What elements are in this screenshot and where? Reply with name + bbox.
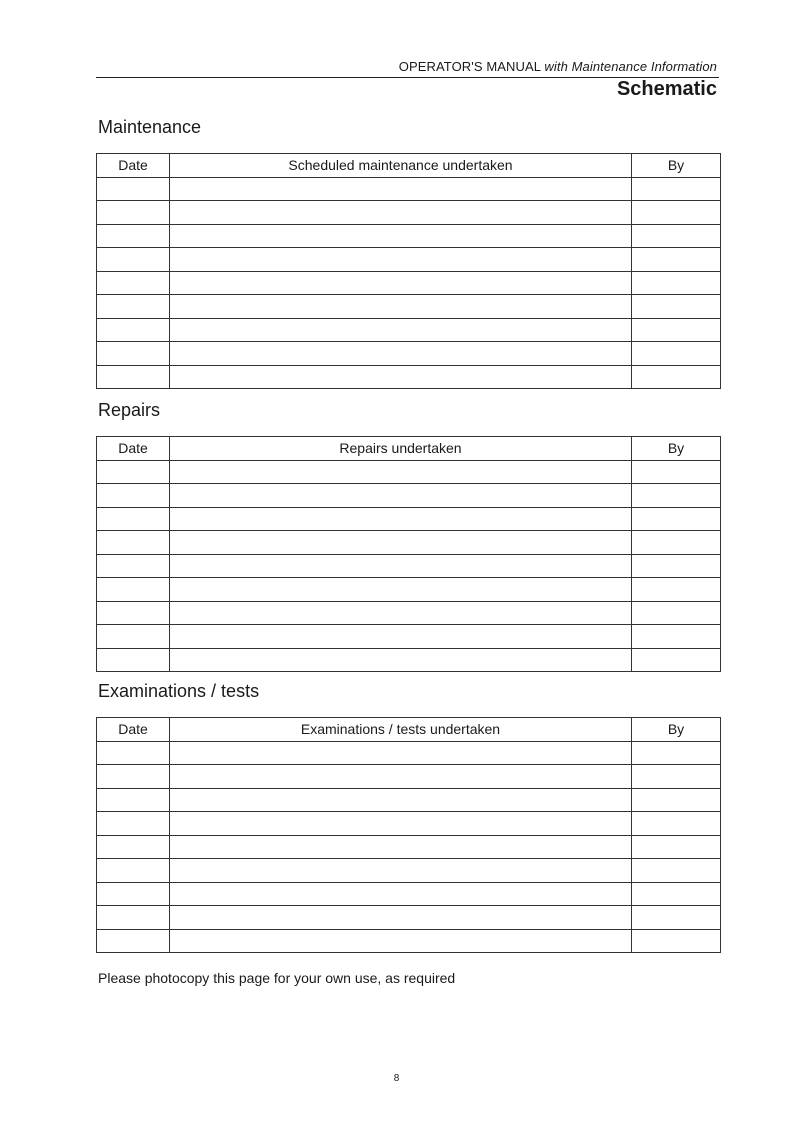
description-column-header: Scheduled maintenance undertaken (170, 154, 632, 178)
manual-subtitle: with Maintenance Information (544, 59, 717, 74)
description-cell (170, 318, 632, 342)
table-row (97, 788, 721, 812)
by-column-header: By (632, 437, 721, 461)
table-row (97, 859, 721, 883)
description-cell (170, 271, 632, 295)
table-row (97, 812, 721, 836)
date-column-header: Date (97, 437, 170, 461)
description-cell (170, 531, 632, 555)
by-cell (632, 365, 721, 389)
date-cell (97, 554, 170, 578)
date-cell (97, 601, 170, 625)
description-cell (170, 460, 632, 484)
date-cell (97, 460, 170, 484)
table-row (97, 365, 721, 389)
examinations-section-title: Examinations / tests (98, 681, 260, 701)
by-cell (632, 625, 721, 649)
table-row (97, 484, 721, 508)
table-row (97, 765, 721, 789)
by-cell (632, 601, 721, 625)
by-cell (632, 578, 721, 602)
by-cell (632, 906, 721, 930)
date-cell (97, 929, 170, 953)
date-cell (97, 201, 170, 225)
table-row (97, 882, 721, 906)
by-cell (632, 788, 721, 812)
by-cell (632, 507, 721, 531)
description-cell (170, 295, 632, 319)
table-row (97, 601, 721, 625)
date-cell (97, 625, 170, 649)
repairs-log-table (96, 436, 721, 672)
by-cell (632, 248, 721, 272)
table-header-row (97, 718, 721, 742)
by-cell (632, 812, 721, 836)
manual-title: OPERATOR'S MANUAL (398, 59, 541, 74)
date-cell (97, 835, 170, 859)
description-cell (170, 906, 632, 930)
by-cell (632, 929, 721, 953)
by-column-header: By (632, 718, 721, 742)
by-cell (632, 201, 721, 225)
table-row (97, 271, 721, 295)
maintenance-log-table (96, 153, 721, 389)
by-cell (632, 295, 721, 319)
date-cell (97, 318, 170, 342)
table-row (97, 224, 721, 248)
by-column-header: By (632, 154, 721, 178)
description-cell (170, 554, 632, 578)
description-cell (170, 224, 632, 248)
description-cell (170, 177, 632, 201)
description-cell (170, 882, 632, 906)
page-title: Schematic (616, 78, 717, 100)
description-cell (170, 625, 632, 649)
date-cell (97, 365, 170, 389)
table-row (97, 648, 721, 672)
by-cell (632, 648, 721, 672)
date-cell (97, 812, 170, 836)
table-header-row (97, 154, 721, 178)
table-row (97, 177, 721, 201)
date-cell (97, 906, 170, 930)
by-cell (632, 224, 721, 248)
table-header-row (97, 437, 721, 461)
by-cell (632, 271, 721, 295)
table-row (97, 578, 721, 602)
description-cell (170, 342, 632, 366)
description-cell (170, 835, 632, 859)
date-cell (97, 765, 170, 789)
description-cell (170, 484, 632, 508)
date-cell (97, 531, 170, 555)
repairs-section-title: Repairs (98, 400, 161, 420)
by-cell (632, 765, 721, 789)
description-cell (170, 765, 632, 789)
by-cell (632, 554, 721, 578)
description-cell (170, 248, 632, 272)
by-cell (632, 859, 721, 883)
description-cell (170, 601, 632, 625)
date-cell (97, 741, 170, 765)
date-cell (97, 224, 170, 248)
description-column-header: Repairs undertaken (170, 437, 632, 461)
date-column-header: Date (97, 718, 170, 742)
date-cell (97, 271, 170, 295)
table-row (97, 929, 721, 953)
maintenance-section-title: Maintenance (98, 117, 202, 137)
table-row (97, 554, 721, 578)
description-cell (170, 812, 632, 836)
by-cell (632, 342, 721, 366)
date-cell (97, 882, 170, 906)
by-cell (632, 835, 721, 859)
photocopy-note: Please photocopy this page for your own use, as required (98, 970, 456, 986)
examinations-log-table (96, 717, 721, 953)
by-cell (632, 177, 721, 201)
date-cell (97, 648, 170, 672)
description-cell (170, 507, 632, 531)
by-cell (632, 318, 721, 342)
date-cell (97, 484, 170, 508)
table-row (97, 741, 721, 765)
description-cell (170, 741, 632, 765)
date-cell (97, 859, 170, 883)
by-cell (632, 460, 721, 484)
date-cell (97, 295, 170, 319)
table-row (97, 318, 721, 342)
date-cell (97, 578, 170, 602)
description-cell (170, 648, 632, 672)
date-cell (97, 177, 170, 201)
by-cell (632, 484, 721, 508)
date-cell (97, 342, 170, 366)
description-cell (170, 365, 632, 389)
by-cell (632, 741, 721, 765)
date-cell (97, 248, 170, 272)
description-column-header: Examinations / tests undertaken (170, 718, 632, 742)
by-cell (632, 882, 721, 906)
table-row (97, 460, 721, 484)
running-header (399, 59, 717, 74)
table-row (97, 295, 721, 319)
table-row (97, 507, 721, 531)
date-column-header: Date (97, 154, 170, 178)
description-cell (170, 578, 632, 602)
table-row (97, 531, 721, 555)
table-row (97, 625, 721, 649)
table-row (97, 201, 721, 225)
date-cell (97, 507, 170, 531)
table-row (97, 906, 721, 930)
table-row (97, 248, 721, 272)
by-cell (632, 531, 721, 555)
table-row (97, 342, 721, 366)
date-cell (97, 788, 170, 812)
description-cell (170, 788, 632, 812)
description-cell (170, 929, 632, 953)
table-row (97, 835, 721, 859)
page-number: 8 (393, 1073, 400, 1084)
description-cell (170, 201, 632, 225)
description-cell (170, 859, 632, 883)
